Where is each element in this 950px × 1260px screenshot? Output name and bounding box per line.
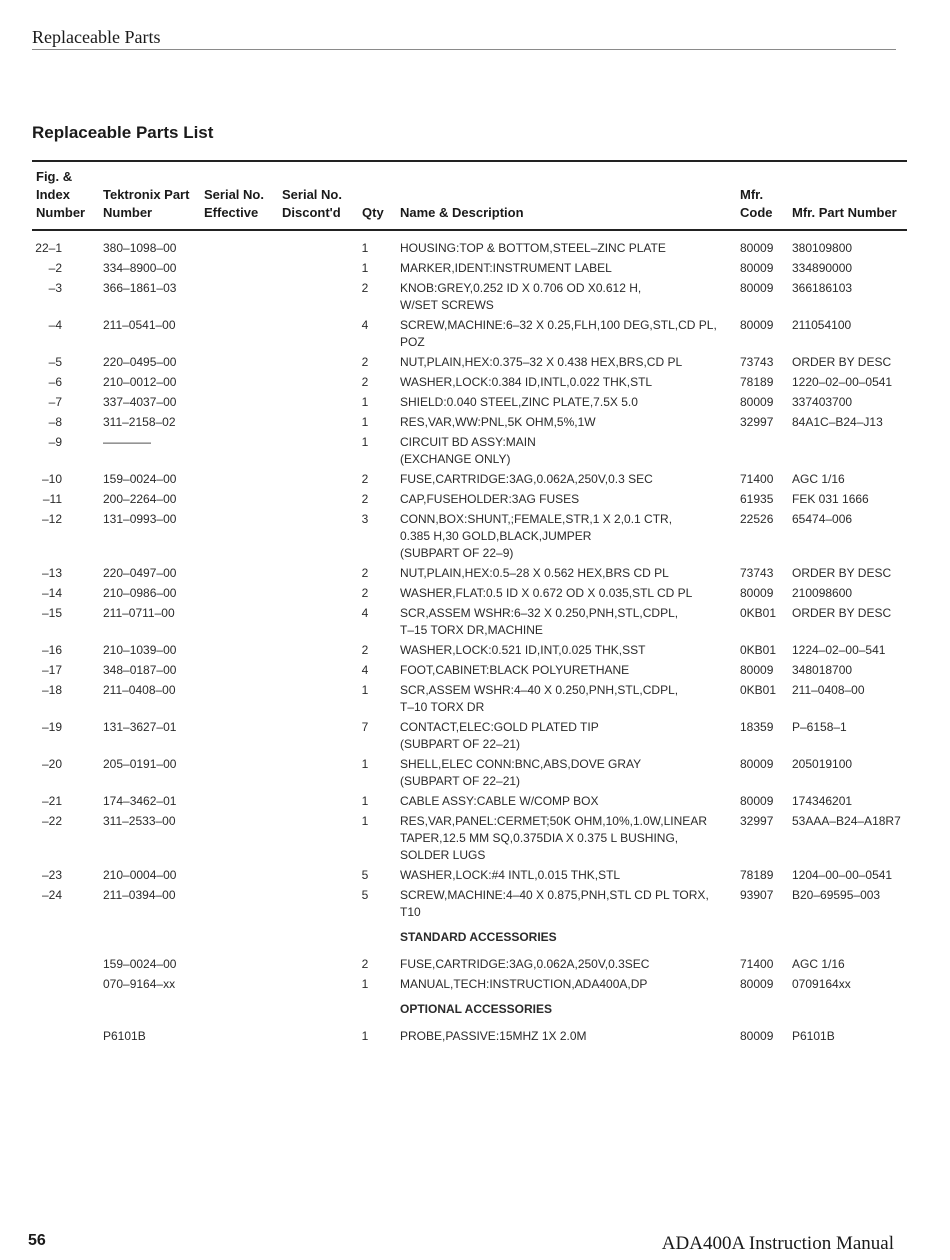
mfr-code: 0KB01 [740, 643, 777, 657]
mfr-part-number: AGC 1/16 [792, 957, 845, 971]
mfr-part-number: 211054100 [792, 318, 852, 332]
mfr-code: 80009 [740, 1029, 774, 1043]
index-number: –10 [41, 472, 62, 486]
description: WASHER,LOCK:0.384 ID,INTL,0.022 THK,STL [400, 375, 653, 389]
mfr-code: 80009 [740, 586, 774, 600]
index-number: –8 [48, 415, 62, 429]
table-column-headers [32, 170, 907, 226]
description: CAP,FUSEHOLDER:3AG FUSES [400, 492, 580, 506]
mfr-part-number: 1224–02–00–541 [792, 643, 886, 657]
description: WASHER,LOCK:0.521 ID,INT,0.025 THK,SST [400, 643, 646, 657]
part-row [0, 887, 950, 921]
quantity: 1 [361, 814, 369, 828]
header-rule [32, 49, 896, 50]
part-row [0, 1028, 950, 1045]
mfr-part-number: 53AAA–B24–A18R7 [792, 814, 901, 828]
quantity: 2 [361, 586, 369, 600]
index-number: –6 [48, 375, 62, 389]
mfr-part-number: 205019100 [792, 757, 853, 771]
description: NUT,PLAIN,HEX:0.5–28 X 0.562 HEX,BRS CD PL [400, 566, 669, 580]
quantity: 2 [361, 472, 369, 486]
running-header: Replaceable Parts [32, 27, 161, 47]
index-number: 22–1 [35, 241, 62, 255]
mfr-code: 32997 [740, 814, 774, 828]
mfr-part-number: 366186103 [792, 281, 853, 295]
quantity: 1 [361, 794, 369, 808]
description: SCR,ASSEM WSHR:6–32 X 0.250,PNH,STL,CDPL, T–15 TORX DR,MACHINE [400, 606, 679, 637]
index-number: –5 [48, 355, 62, 369]
part-row [0, 280, 950, 314]
mfr-part-number: ORDER BY DESC [792, 566, 892, 580]
description: FUSE,CARTRIDGE:3AG,0.062A,250V,0.3SEC [400, 957, 650, 971]
description: FOOT,CABINET:BLACK POLYURETHANE [400, 663, 630, 677]
part-number: 210–0986–00 [103, 586, 177, 600]
part-row [0, 317, 950, 351]
part-number: 211–0408–00 [103, 683, 176, 697]
part-row [0, 471, 950, 488]
mfr-part-number: 65474–006 [792, 512, 853, 526]
quantity: 5 [361, 868, 369, 882]
mfr-code: 32997 [740, 415, 774, 429]
section-heading-row [0, 1001, 950, 1018]
mfr-part-number: 380109800 [792, 241, 853, 255]
mfr-code: 78189 [740, 868, 774, 882]
part-row [0, 719, 950, 753]
part-row [0, 491, 950, 508]
part-row [0, 662, 950, 679]
part-row [0, 511, 950, 562]
quantity: 4 [361, 663, 369, 677]
mfr-part-number: 174346201 [792, 794, 853, 808]
part-row [0, 956, 950, 973]
part-row [0, 605, 950, 639]
description: RES,VAR,PANEL:CERMET;50K OHM,10%,1.0W,LINEAR TAPER,12.5 MM SQ,0.375DIA X 0.375 L BUSHING, SOLDER LUGS [400, 814, 707, 862]
part-number: 220–0497–00 [103, 566, 177, 580]
col-header-description: Name & Description [400, 205, 524, 220]
part-number: 131–3627–01 [103, 720, 177, 734]
quantity: 1 [361, 757, 369, 771]
part-number: 311–2158–02 [103, 415, 176, 429]
part-row [0, 354, 950, 371]
quantity: 4 [361, 318, 369, 332]
index-number: –12 [41, 512, 62, 526]
mfr-part-number: 0709164xx [792, 977, 851, 991]
description: WASHER,FLAT:0.5 ID X 0.672 OD X 0.035,STL CD PL [400, 586, 693, 600]
mfr-part-number: ORDER BY DESC [792, 355, 892, 369]
quantity: 2 [361, 492, 369, 506]
part-number: 220–0495–00 [103, 355, 177, 369]
quantity: 1 [361, 415, 369, 429]
index-number: –24 [41, 888, 62, 902]
mfr-part-number: ORDER BY DESC [792, 606, 892, 620]
description: HOUSING:TOP & BOTTOM,STEEL–ZINC PLATE [400, 241, 666, 255]
col-header-mfr-code: Mfr. Code [740, 187, 773, 220]
mfr-part-number: 334890000 [792, 261, 853, 275]
part-number: 131–0993–00 [103, 512, 177, 526]
mfr-code: 78189 [740, 375, 774, 389]
description: CONN,BOX:SHUNT,;FEMALE,STR,1 X 2,0.1 CTR, 0.385 H,30 GOLD,BLACK,JUMPER (SUBPART OF 22–9) [400, 512, 673, 560]
description: SHIELD:0.040 STEEL,ZINC PLATE,7.5X 5.0 [400, 395, 638, 409]
section-title: Replaceable Parts List [32, 123, 214, 142]
part-number: 211–0394–00 [103, 888, 176, 902]
mfr-code: 80009 [740, 794, 774, 808]
mfr-part-number: 1204–00–00–0541 [792, 868, 893, 882]
description: MANUAL,TECH:INSTRUCTION,ADA400A,DP [400, 977, 648, 991]
description: KNOB:GREY,0.252 ID X 0.706 OD X0.612 H, W/SET SCREWS [400, 281, 642, 312]
quantity: 2 [361, 375, 369, 389]
mfr-code: 93907 [740, 888, 774, 902]
quantity: 1 [361, 683, 369, 697]
mfr-code: 61935 [740, 492, 774, 506]
index-number: –4 [48, 318, 62, 332]
index-number: –2 [48, 261, 62, 275]
quantity: 2 [361, 957, 369, 971]
description: CIRCUIT BD ASSY:MAIN (EXCHANGE ONLY) [400, 435, 536, 466]
part-row [0, 585, 950, 602]
mfr-code: 80009 [740, 241, 774, 255]
parts-table-body [0, 240, 950, 1048]
part-number: 200–2264–00 [103, 492, 177, 506]
mfr-code: 80009 [740, 395, 774, 409]
part-number: ———— [103, 435, 151, 449]
quantity: 1 [361, 1029, 369, 1043]
section-heading: OPTIONAL ACCESSORIES [400, 1002, 553, 1016]
index-number: –15 [41, 606, 62, 620]
description: NUT,PLAIN,HEX:0.375–32 X 0.438 HEX,BRS,CD PL [400, 355, 683, 369]
col-header-serial-disc: Serial No. Discont'd [282, 187, 342, 220]
mfr-part-number: P–6158–1 [792, 720, 847, 734]
mfr-part-number: 337403700 [792, 395, 853, 409]
quantity: 1 [361, 241, 369, 255]
col-header-index: Fig. & Index Number [36, 169, 86, 220]
description: PROBE,PASSIVE:15MHZ 1X 2.0M [400, 1029, 587, 1043]
index-number: –9 [48, 435, 62, 449]
part-row [0, 565, 950, 582]
mfr-code: 80009 [740, 977, 774, 991]
quantity: 1 [361, 261, 369, 275]
mfr-code: 22526 [740, 512, 774, 526]
mfr-part-number: 348018700 [792, 663, 853, 677]
mfr-part-number: AGC 1/16 [792, 472, 845, 486]
mfr-part-number: FEK 031 1666 [792, 492, 869, 506]
mfr-code: 73743 [740, 355, 774, 369]
description: CONTACT,ELEC:GOLD PLATED TIP (SUBPART OF 22–21) [400, 720, 599, 751]
description: SCREW,MACHINE:4–40 X 0.875,PNH,STL CD PL TORX, T10 [400, 888, 709, 919]
index-number: –16 [41, 643, 62, 657]
section-heading: STANDARD ACCESSORIES [400, 930, 557, 944]
index-number: –7 [48, 395, 62, 409]
mfr-code: 0KB01 [740, 606, 777, 620]
index-number: –19 [41, 720, 62, 734]
description: SCREW,MACHINE:6–32 X 0.25,FLH,100 DEG,STL,CD PL, POZ [400, 318, 717, 349]
mfr-part-number: P6101B [792, 1029, 835, 1043]
quantity: 1 [361, 395, 369, 409]
mfr-code: 80009 [740, 663, 774, 677]
mfr-part-number: 1220–02–00–0541 [792, 375, 893, 389]
index-number: –22 [41, 814, 62, 828]
mfr-part-number: 84A1C–B24–J13 [792, 415, 883, 429]
index-number: –14 [41, 586, 62, 600]
header-bottom-rule [32, 229, 907, 231]
part-number: 380–1098–00 [103, 241, 177, 255]
part-number: 210–1039–00 [103, 643, 177, 657]
part-number: 070–9164–xx [103, 977, 176, 991]
mfr-code: 80009 [740, 261, 774, 275]
quantity: 1 [361, 435, 369, 449]
quantity: 5 [361, 888, 369, 902]
quantity: 7 [361, 720, 369, 734]
part-number: P6101B [103, 1029, 146, 1043]
part-number: 174–3462–01 [103, 794, 177, 808]
description: WASHER,LOCK:#4 INTL,0.015 THK,STL [400, 868, 621, 882]
quantity: 2 [361, 281, 369, 295]
part-number: 337–4037–00 [103, 395, 177, 409]
part-number: 205–0191–00 [103, 757, 177, 771]
part-number: 334–8900–00 [103, 261, 177, 275]
mfr-code: 80009 [740, 281, 774, 295]
mfr-code: 80009 [740, 757, 774, 771]
quantity: 4 [361, 606, 369, 620]
index-number: –18 [41, 683, 62, 697]
col-header-qty: Qty [362, 205, 384, 220]
table-top-rule [32, 160, 907, 162]
part-row [0, 374, 950, 391]
part-row [0, 867, 950, 884]
part-number: 159–0024–00 [103, 472, 177, 486]
part-row [0, 240, 950, 257]
part-row [0, 260, 950, 277]
description: CABLE ASSY:CABLE W/COMP BOX [400, 794, 599, 808]
part-number: 311–2533–00 [103, 814, 176, 828]
part-row [0, 414, 950, 431]
mfr-code: 80009 [740, 318, 774, 332]
index-number: –13 [41, 566, 62, 580]
section-heading-row [0, 929, 950, 946]
mfr-code: 0KB01 [740, 683, 777, 697]
description: FUSE,CARTRIDGE:3AG,0.062A,250V,0.3 SEC [400, 472, 653, 486]
part-row [0, 793, 950, 810]
description: RES,VAR,WW:PNL,5K OHM,5%,1W [400, 415, 596, 429]
col-header-mfr-part: Mfr. Part Number [792, 205, 897, 220]
part-row [0, 756, 950, 790]
quantity: 2 [361, 566, 369, 580]
quantity: 2 [361, 643, 369, 657]
index-number: –11 [42, 492, 62, 506]
col-header-serial-eff: Serial No. Effective [204, 187, 264, 220]
part-number: 348–0187–00 [103, 663, 177, 677]
manual-title: ADA400A Instruction Manual [661, 1233, 894, 1254]
part-number: 211–0541–00 [103, 318, 176, 332]
index-number: –17 [41, 663, 62, 677]
description: SHELL,ELEC CONN:BNC,ABS,DOVE GRAY (SUBPART OF 22–21) [400, 757, 642, 788]
mfr-part-number: 211–0408–00 [792, 683, 865, 697]
part-row [0, 813, 950, 864]
part-number: 211–0711–00 [103, 606, 175, 620]
quantity: 1 [361, 977, 369, 991]
description: SCR,ASSEM WSHR:4–40 X 0.250,PNH,STL,CDPL, T–10 TORX DR [400, 683, 679, 714]
part-number: 366–1861–03 [103, 281, 177, 295]
index-number: –21 [41, 794, 62, 808]
index-number: –20 [41, 757, 62, 771]
part-row [0, 682, 950, 716]
mfr-code: 71400 [740, 957, 774, 971]
part-row [0, 976, 950, 993]
index-number: –23 [41, 868, 62, 882]
page-number: 56 [28, 1232, 46, 1249]
mfr-code: 18359 [740, 720, 774, 734]
quantity: 2 [361, 355, 369, 369]
mfr-code: 71400 [740, 472, 774, 486]
part-row [0, 434, 950, 468]
col-header-part-number: Tektronix Part Number [103, 187, 190, 220]
part-row [0, 394, 950, 411]
mfr-part-number: B20–69595–003 [792, 888, 881, 902]
mfr-part-number: 210098600 [792, 586, 853, 600]
description: MARKER,IDENT:INSTRUMENT LABEL [400, 261, 612, 275]
part-number: 210–0004–00 [103, 868, 177, 882]
quantity: 3 [361, 512, 369, 526]
part-number: 159–0024–00 [103, 957, 177, 971]
part-number: 210–0012–00 [103, 375, 177, 389]
part-row [0, 642, 950, 659]
index-number: –3 [48, 281, 62, 295]
mfr-code: 73743 [740, 566, 774, 580]
